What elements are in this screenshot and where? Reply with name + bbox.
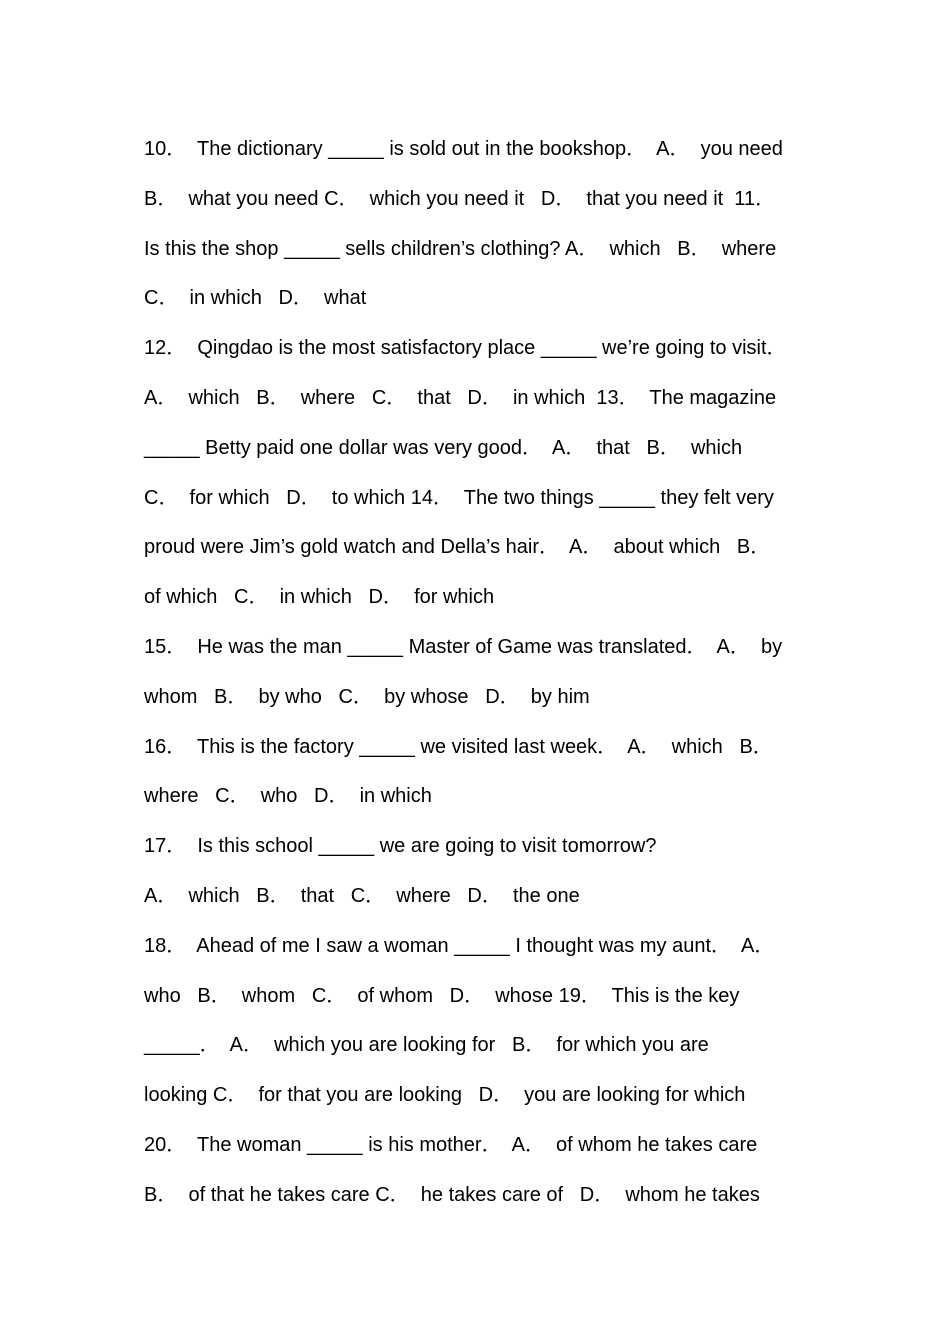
text-line-7: _____ Betty paid one dollar was very good． A． that B． which xyxy=(144,436,743,459)
text-line-19: _____． A． which you are looking for B． for which you are xyxy=(144,1034,709,1057)
text-line-21: 20． The woman _____ is his mother． A． of whom he takes care xyxy=(144,1133,758,1156)
text-line-22: B． of that he takes care C． he takes care of D． whom he takes xyxy=(144,1183,760,1206)
text-line-4: C． in which D． what xyxy=(144,287,367,310)
text-line-20: looking C． for that you are looking D． you are looking for which xyxy=(144,1084,746,1107)
text-line-5: 12． Qingdao is the most satisfactory place _____ we’re going to visit． xyxy=(144,337,787,360)
text-line-8: C． for which D． to which 14． The two things _____ they felt very xyxy=(144,486,774,509)
exercise-text xyxy=(144,133,824,1229)
text-line-13: 16． This is the factory _____ we visited last week． A． which B． xyxy=(144,735,773,758)
text-line-15: 17． Is this school _____ we are going to visit tomorrow? xyxy=(144,835,657,858)
text-line-18: who B． whom C． of whom D． whose 19． This is the key xyxy=(144,984,740,1007)
text-line-2: B． what you need C． which you need it D． that you need it 11． xyxy=(144,187,776,210)
text-line-11: 15． He was the man _____ Master of Game was translated． A． by xyxy=(144,635,783,658)
text-line-1: 10． The dictionary _____ is sold out in the bookshop． A． you need xyxy=(144,138,783,160)
text-line-14: where C． who D． in which xyxy=(144,785,432,808)
text-line-9: proud were Jim’s gold watch and Della’s hair． A． about which B． xyxy=(144,536,771,559)
text-line-6: A． which B． where C． that D． in which 13． The magazine xyxy=(144,386,777,409)
text-line-3: Is this the shop _____ sells children’s clothing? A． which B． where xyxy=(144,237,777,260)
text-line-12: whom B． by who C． by whose D． by him xyxy=(144,685,590,708)
text-line-17: 18． Ahead of me I saw a woman _____ I thought was my aunt． A． xyxy=(144,934,775,957)
text-line-16: A． which B． that C． where D． the one xyxy=(144,884,580,907)
text-line-10: of which C． in which D． for which xyxy=(144,586,495,609)
